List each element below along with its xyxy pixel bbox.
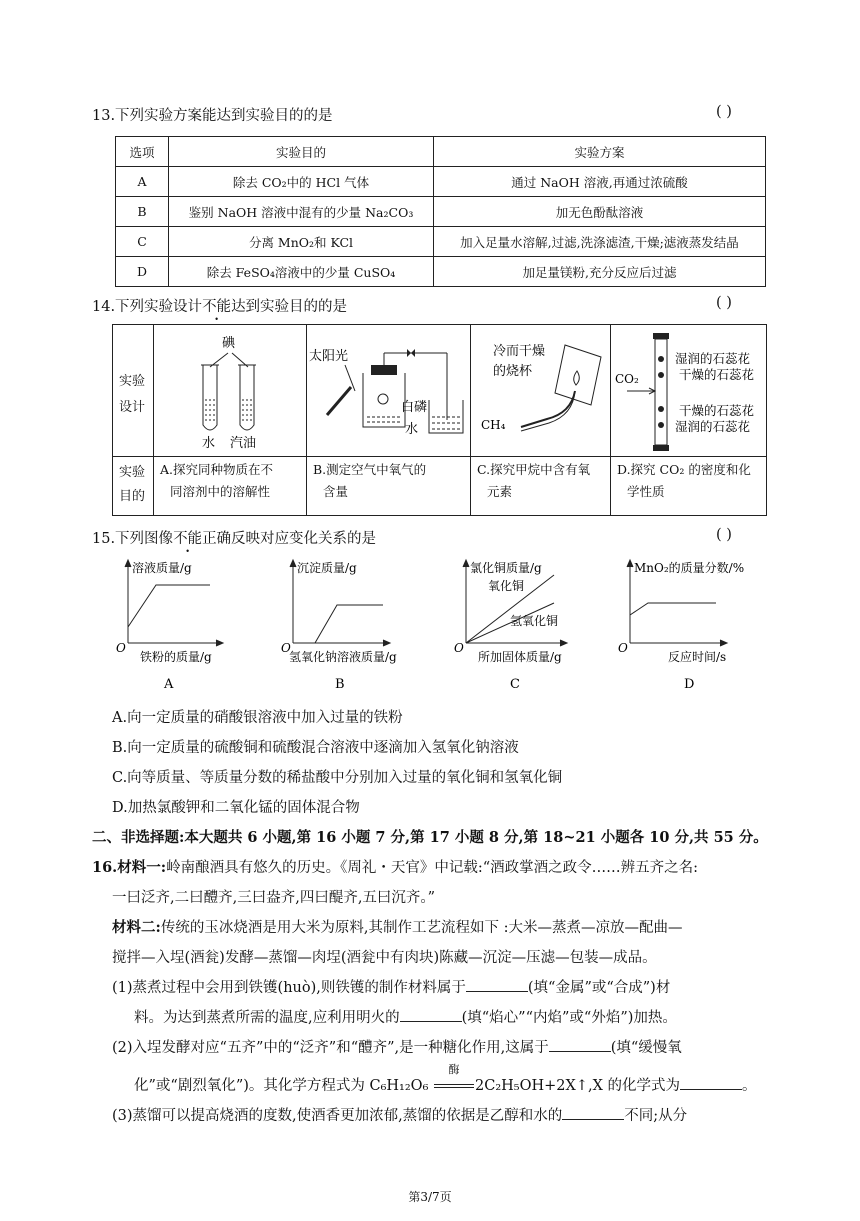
graph-c-letter: C [510, 677, 520, 692]
q13-goal: 除去 FeSO₄溶液中的少量 CuSO₄ [169, 257, 434, 287]
q16-part-2-line-2: 化”或“剧烈氧化”)。其化学方程式为 C₆H₁₂O₆ 酶 2C₂H₅OH+2X↑,X 的化学式为 。 [134, 1063, 757, 1094]
graph-d-letter: D [684, 677, 695, 692]
fig-d-label-2: 干燥的石蕊花 [679, 367, 755, 382]
fig-b-water-label: 水 [405, 422, 419, 437]
fig-d-co2-label: CO₂ [615, 372, 639, 386]
fig-d-label-3: 干燥的石蕊花 [679, 403, 755, 418]
q15-graph-a [110, 555, 240, 695]
q14-table [112, 324, 767, 516]
graph-c-series-cuoh2: 氢氧化铜 [510, 614, 559, 628]
graph-a-ylabel: 溶液质量/g [132, 561, 192, 575]
q14-row2-label: 实验 目的 [119, 465, 146, 504]
q13-opt: C [116, 227, 169, 257]
q14-fig-c [471, 325, 610, 456]
q15-option-b: B.向一定质量的硫酸铜和硫酸混合溶液中逐滴加入氢氧化钠溶液 [112, 740, 519, 756]
q13-plan: 加足量镁粉,充分反应后过滤 [434, 257, 766, 287]
q13-header-plan: 实验方案 [434, 137, 766, 167]
q14-goal-b: B.测定空气中氧气的 含量 [313, 462, 427, 499]
q13-goal: 除去 CO₂中的 HCl 气体 [169, 167, 434, 197]
fig-b-phosphorus-label: 白磷 [401, 400, 428, 415]
q16-material-1 [92, 856, 698, 877]
q15-answer-paren: ( ) [716, 527, 732, 543]
graph-b-letter: B [335, 677, 345, 692]
q15-stem-pre: 15.下列图像 [92, 531, 174, 547]
q15-stem-emphasis: 不能 [173, 531, 203, 547]
q14-fig-a [154, 325, 306, 456]
fig-a-water-label: 水 [202, 436, 216, 451]
q13-plan: 加入足量水溶解,过滤,洗涤滤渣,干燥;滤液蒸发结晶 [434, 227, 766, 257]
table-row [116, 257, 766, 287]
graph-d-ylabel: MnO₂的质量分数/% [634, 561, 745, 575]
fig-a-gasoline-label: 汽油 [230, 436, 257, 451]
graph-d-xlabel: 反应时间/s [668, 650, 727, 664]
q15-option-c: C.向等质量、等质量分数的稀盐酸中分别加入过量的氧化铜和氢氧化铜 [112, 770, 563, 786]
q13-plan: 加无色酚酞溶液 [434, 197, 766, 227]
q15-graph-c [448, 555, 578, 695]
q16-m2-label: 材料二: [112, 919, 161, 936]
graph-a-letter: A [164, 677, 174, 692]
graph-c-series-cuo: 氧化铜 [488, 579, 525, 593]
q14-stem-pre: 14.下列实验设计 [92, 299, 203, 315]
q13-header-option: 选项 [116, 137, 169, 167]
q13-plan: 通过 NaOH 溶液,再通过浓硫酸 [434, 167, 766, 197]
fig-c-cup-label-1: 冷而干燥 [493, 344, 546, 359]
q13-opt: B [116, 197, 169, 227]
q15-option-d: D.加热氯酸钾和二氧化锰的固体混合物 [112, 800, 360, 816]
graph-b-xlabel: 氢氧化钠溶液质量/g [289, 650, 397, 664]
answer-blank[interactable] [549, 1038, 611, 1052]
fig-b-sun-label: 太阳光 [309, 349, 349, 364]
graph-a-origin: O [116, 641, 126, 655]
table-row [116, 197, 766, 227]
q16-part-1-line-2: 料。为达到蒸煮所需的温度,应利用明火的 (填“焰心”“内焰”或“外焰”)加热。 [134, 1010, 677, 1026]
q14-stem-emphasis: 不能 [202, 299, 232, 315]
answer-blank[interactable] [466, 978, 528, 992]
answer-blank[interactable] [680, 1076, 742, 1090]
section-2-heading: 二、非选择题:本大题共 6 小题,第 16 小题 7 分,第 17 小题 8 分,第 18~21 小题各 10 分,共 55 分。 [92, 829, 768, 846]
q15-option-a: A.向一定质量的硝酸银溶液中加入过量的铁粉 [112, 710, 403, 726]
fig-c-ch4-label: CH₄ [481, 418, 506, 432]
q15-stem [92, 527, 376, 548]
q13-opt: D [116, 257, 169, 287]
q14-goal-d: D.探究 CO₂ 的密度和化 学性质 [617, 462, 751, 499]
graph-b-origin: O [281, 641, 291, 655]
q13-opt: A [116, 167, 169, 197]
page-footer: 第3/7页 [408, 1190, 452, 1204]
q16-m1-text-2: 一曰泛齐,二曰醴齐,三曰盎齐,四曰醍齐,五曰沉齐。” [112, 890, 436, 906]
graph-c-xlabel: 所加固体质量/g [478, 650, 562, 664]
fig-a-iodine-label: 碘 [222, 336, 236, 351]
q16-part-3-line-1: (3)蒸馏可以提高烧酒的度数,使酒香更加浓郁,蒸馏的依据是乙醇和水的 不同;从分 [112, 1108, 688, 1124]
q14-stem [92, 295, 347, 316]
q13-goal: 鉴别 NaOH 溶液中混有的少量 Na₂CO₃ [169, 197, 434, 227]
q13-goal: 分离 MnO₂和 KCl [169, 227, 434, 257]
q13-answer-paren: ( ) [716, 104, 732, 120]
graph-c-origin: O [454, 641, 464, 655]
q14-fig-d [611, 325, 766, 456]
fig-d-label-1: 湿润的石蕊花 [675, 351, 751, 366]
q16-m2-text: 传统的玉冰烧酒是用大米为原料,其制作工艺流程如下 :大米—蒸煮—凉放—配曲— [160, 920, 683, 936]
q14-goal-c: C.探究甲烷中含有氧 元素 [477, 462, 591, 499]
q16-part-1-line-1: (1)蒸煮过程中会用到铁镬(huò),则铁镬的制作材料属于 (填“金属”或“合成”)材 [112, 980, 671, 996]
answer-blank[interactable] [562, 1106, 624, 1120]
reaction-arrow [433, 1063, 475, 1094]
q15-graph-d [612, 555, 762, 695]
graph-c-ylabel: 氯化铜质量/g [470, 561, 542, 575]
q13-header-goal: 实验目的 [169, 137, 434, 167]
graph-b-ylabel: 沉淀质量/g [297, 561, 357, 575]
q16-material-2 [112, 916, 682, 937]
q15-graph-b [275, 555, 415, 695]
q16-part-2-line-1: (2)入埕发酵对应“五齐”中的“泛齐”和“醴齐”,是一种糖化作用,这属于 (填“缓慢氧 [112, 1040, 682, 1056]
q13-table [115, 136, 766, 287]
q14-row1-label: 实验 设计 [119, 374, 146, 415]
graph-d-origin: O [618, 641, 628, 655]
fig-d-label-4: 湿润的石蕊花 [675, 419, 751, 434]
table-row [116, 227, 766, 257]
reaction-condition: 酶 [448, 1063, 460, 1076]
q16-m1-text: 岭南酿酒具有悠久的历史。《周礼・天官》中记载:“酒政掌酒之政令……辨五齐之名: [166, 860, 699, 876]
q15-stem-post: 正确反映对应变化关系的是 [202, 531, 377, 547]
q16-m1-label: 16.材料一: [92, 859, 167, 876]
fig-c-cup-label-2: 的烧杯 [493, 364, 533, 379]
q14-fig-b [307, 325, 470, 456]
graph-a-xlabel: 铁粉的质量/g [140, 650, 212, 664]
q14-goal-a: A.探究同种物质在不 同溶剂中的溶解性 [160, 462, 274, 499]
q14-answer-paren: ( ) [716, 295, 732, 311]
answer-blank[interactable] [400, 1008, 462, 1022]
table-row [116, 167, 766, 197]
q13-stem: 13.下列实验方案能达到实验目的的是 [92, 108, 333, 124]
q14-stem-post: 达到实验目的的是 [231, 299, 348, 315]
q16-m2-text-2: 搅拌—入埕(酒瓮)发酵—蒸馏—肉埕(酒瓮中有肉块)陈藏—沉淀—压滤—包装—成品。 [112, 950, 657, 966]
